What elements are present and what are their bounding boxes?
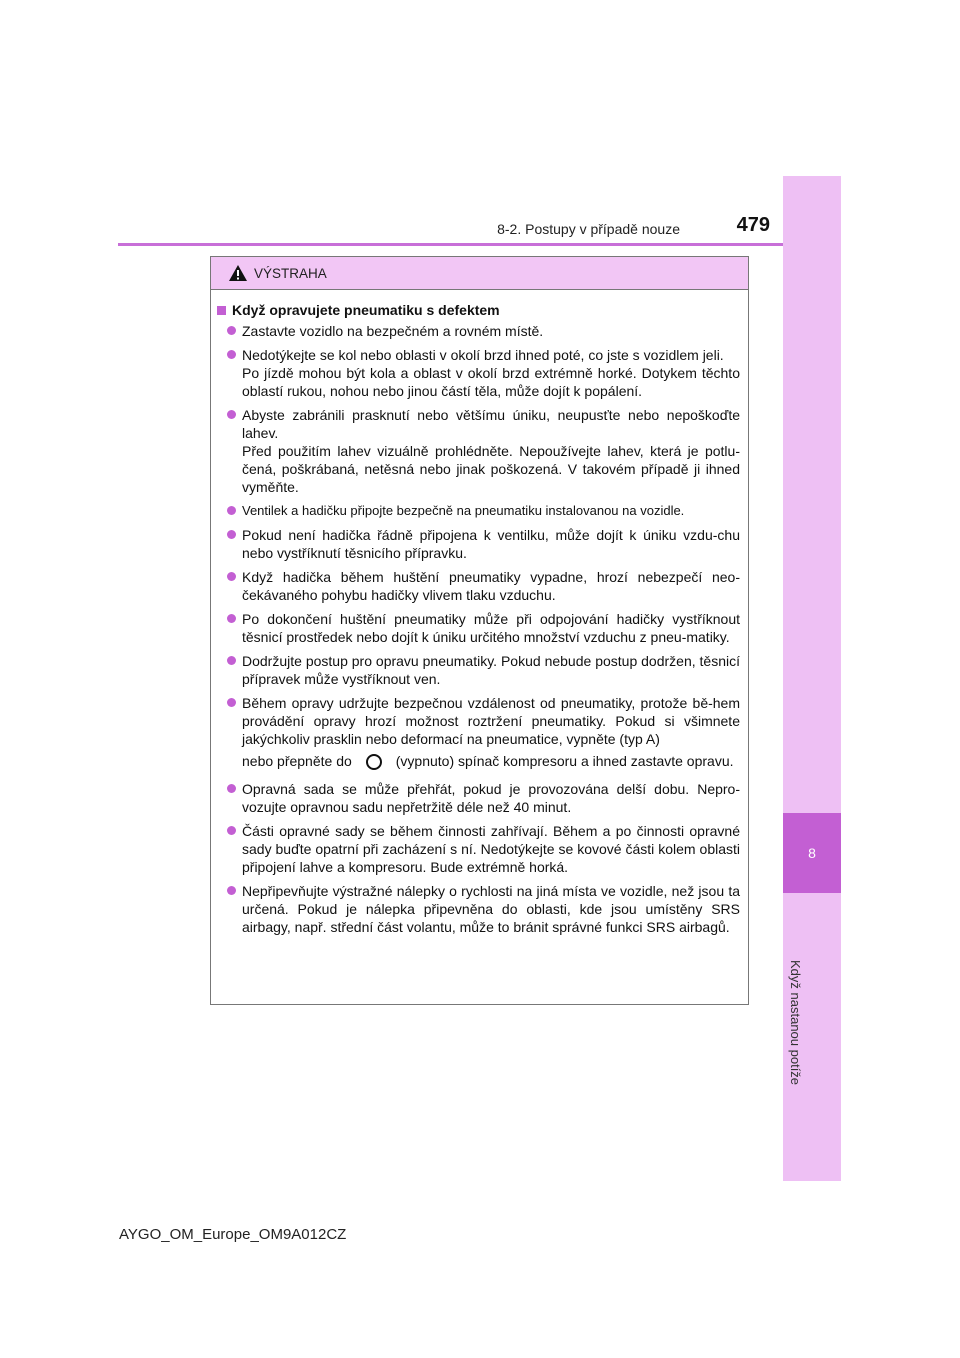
item-text: Nepřipevňujte výstražné nálepky o rychlosti na jiná místa ve vozidle, než jsou ta určená. Pokud je nálepka připevněna do oblasti, kde jsou umístěny SRS airbagy, např. střední část volantu, může to bránit správné funkci SRS airbagů.	[242, 883, 740, 935]
item-text: Pokud není hadička řádně připojena k ventilku, může dojít k úniku vzdu-chu nebo vystříknutí těsnicího přípravku.	[242, 527, 740, 561]
warning-item	[217, 502, 740, 520]
warning-title: VÝSTRAHA	[254, 265, 327, 281]
item-text: Ventilek a hadičku připojte bezpečně na pneumatiku instalovanou na vozidle.	[242, 503, 685, 518]
bullet-dot-icon	[227, 350, 236, 359]
item-text: Opravná sada se může přehřát, pokud je provozována delší dobu. Nepro-vozujte opravnou sadu nepřetržitě déle než 40 minut.	[242, 781, 740, 815]
bullet-dot-icon	[227, 506, 236, 515]
item-text: Nedotýkejte se kol nebo oblasti v okolí brzd ihned poté, co jste s vozidlem jeli.	[242, 347, 724, 363]
warning-item	[217, 526, 740, 562]
square-bullet-icon	[217, 306, 226, 315]
warning-item	[217, 346, 740, 400]
section-title: 8-2. Postupy v případě nouze	[497, 221, 680, 237]
item-text: Před použitím lahev vizuálně prohlédněte. Nepoužívejte lahev, která je potlu-čená, poškrábaná, netěsná nebo jinak poškozená. V takovém případě ji ihned vyměňte.	[242, 443, 740, 495]
subheading-text: Když opravujete pneumatiku s defektem	[232, 302, 500, 318]
bullet-dot-icon	[227, 410, 236, 419]
page-number: 479	[736, 214, 770, 236]
warning-subheading	[217, 302, 740, 318]
bullet-dot-icon	[227, 614, 236, 623]
warning-item	[217, 882, 740, 936]
item-text: Během opravy udržujte bezpečnou vzdálenost od pneumatiky, protože bě-hem provádění opravy hrozí možnost roztržení pneumatiky. Pokud si všimnete jakýchkoliv prasklin nebo deformací na pneumatice, vypněte (typ A)	[242, 695, 740, 747]
chapter-title: Když nastanou potíže	[788, 960, 803, 1086]
item-text: Abyste zabránili prasknutí nebo většímu úniku, neupusťte nebo nepoškoďte lahev.	[242, 407, 740, 441]
warning-header	[211, 257, 748, 290]
bullet-dot-icon	[227, 530, 236, 539]
warning-body	[211, 290, 748, 936]
warning-item	[217, 652, 740, 688]
warning-item	[217, 406, 740, 496]
item-text: Po dokončení huštění pneumatiky může při odpojování hadičky vystříknout těsnicí prostředek nebo dojít k úniku určitého množství vzduchu z pneu-matiky.	[242, 611, 740, 645]
warning-item	[217, 780, 740, 816]
bullet-dot-icon	[227, 826, 236, 835]
warning-item	[217, 822, 740, 876]
symbol-prefix-text: nebo přepněte do	[242, 753, 352, 769]
off-circle-icon	[366, 754, 382, 770]
bullet-dot-icon	[227, 886, 236, 895]
item-text: Dodržujte postup pro opravu pneumatiky. Pokud nebude postup dodržen, těsnicí přípravek může vystříknout ven.	[242, 653, 740, 687]
warning-item	[217, 322, 740, 340]
header-rule	[118, 243, 841, 246]
bullet-dot-icon	[227, 572, 236, 581]
item-text: Když hadička během huštění pneumatiky vypadne, hrozí nebezpečí neo-čekávaného pohybu hadičky vlivem tlaku vzduchu.	[242, 569, 740, 603]
warning-triangle-icon	[228, 264, 248, 282]
item-text: Části opravné sady se během činnosti zahřívají. Během a po činnosti opravné sady buďte opatrní při zacházení s ní. Nedotýkejte se kovové části kolem oblasti připojení lahve a kompresoru. Bude extrémně horká.	[242, 823, 740, 875]
item-text: Po jízdě mohou být kola a oblast v okolí brzd extrémně horké. Dotykem těchto oblastí rukou, nohou nebo jinou částí těla, může dojít k popálení.	[242, 365, 740, 399]
bullet-dot-icon	[227, 326, 236, 335]
chapter-number: 8	[783, 813, 841, 893]
item-text-with-symbol	[242, 748, 740, 774]
item-text: Zastavte vozidlo na bezpečném a rovném místě.	[242, 323, 544, 339]
warning-item	[217, 568, 740, 604]
bullet-dot-icon	[227, 784, 236, 793]
document-code: AYGO_OM_Europe_OM9A012CZ	[119, 1226, 347, 1243]
symbol-suffix-text: (vypnuto) spínač kompresoru a ihned zastavte opravu.	[395, 753, 734, 769]
warning-box	[210, 256, 749, 1005]
bullet-dot-icon	[227, 656, 236, 665]
warning-item	[217, 694, 740, 774]
warning-item	[217, 610, 740, 646]
bullet-dot-icon	[227, 698, 236, 707]
